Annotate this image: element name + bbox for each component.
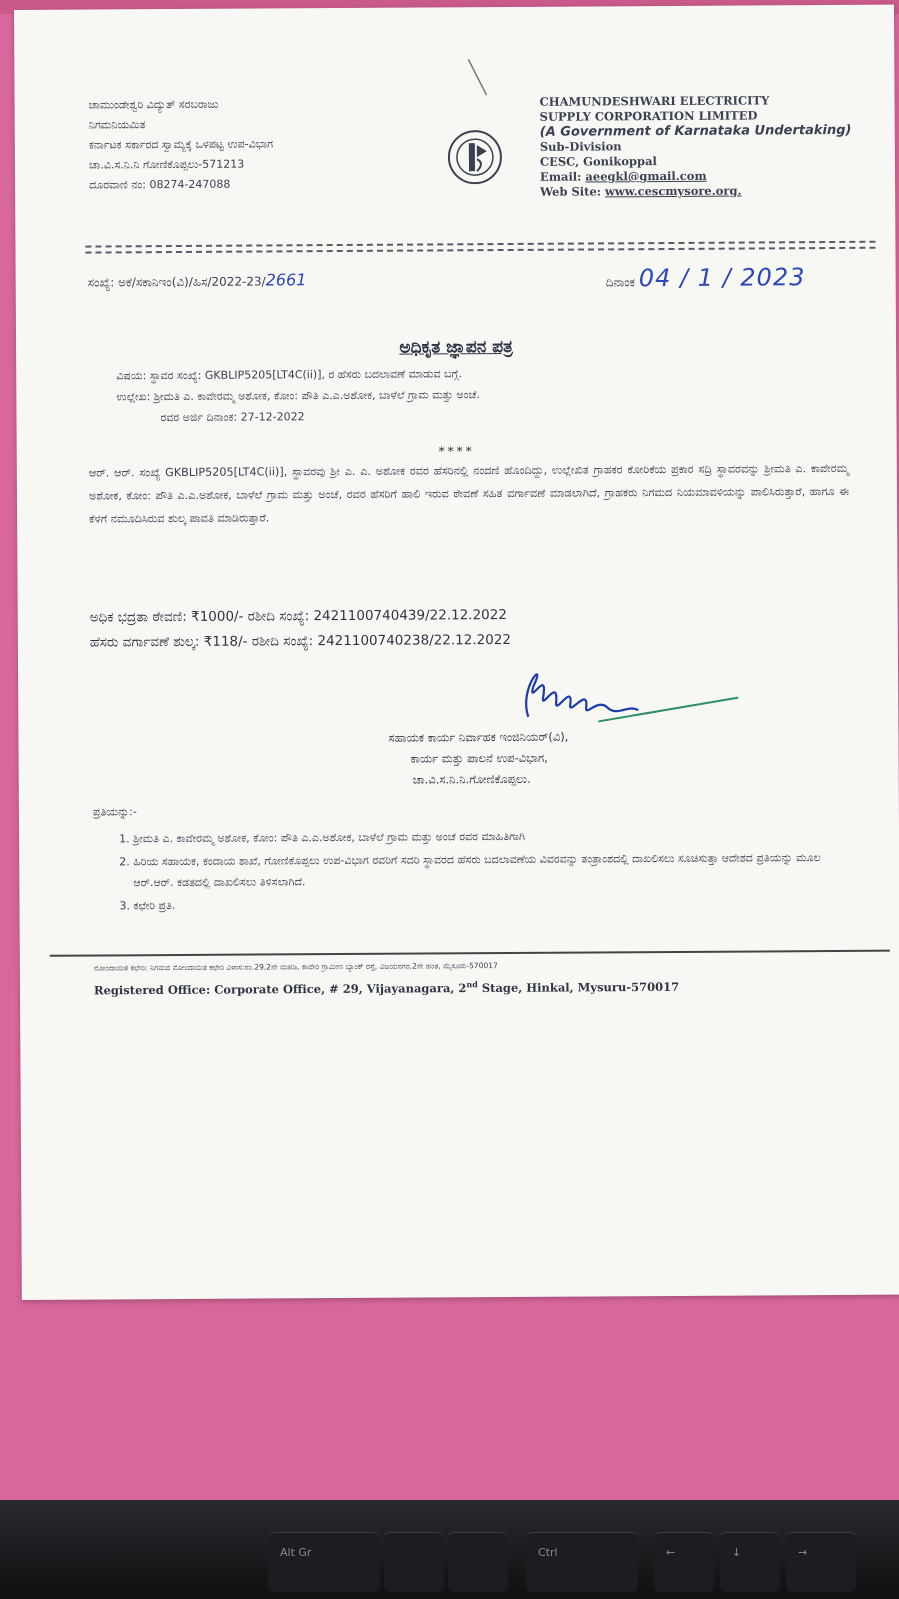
government-undertaking: (A Government of Karnataka Undertaking) [539, 122, 852, 140]
letterhead-kn-line: ಚಾಮುಂಡೇಶ್ವರಿ ವಿದ್ಯುತ್ ಸರಬರಾಜು [88, 97, 219, 112]
email-link[interactable]: aeegkl@gmail.com [585, 168, 707, 184]
separator-stars: **** [438, 444, 475, 459]
sub-division: Sub-Division [539, 139, 622, 154]
document-page [14, 5, 899, 1300]
signatory-office: ಚಾ.ವಿ.ಸ.ನಿ.ನಿ.ಗೋಣಿಕೊಪ್ಪಲು. [412, 771, 531, 787]
key-label: ↓ [732, 1546, 742, 1559]
company-name-line1: CHAMUNDESHWARI ELECTRICITY [539, 93, 770, 109]
letterhead-english [540, 93, 891, 200]
fee-amount: ₹118/- [203, 633, 248, 650]
signatory-block [388, 726, 748, 791]
key-label: ← [666, 1546, 676, 1559]
copy-item: 3. ಕಛೇರಿ ಪ್ರತಿ. [133, 891, 853, 916]
signature-image [488, 646, 749, 738]
ctrl-key [526, 1532, 638, 1592]
copy-item: 1. ಶ್ರೀಮತಿ ಎ. ಕಾವೇರಮ್ಮ ಅಶೋಕ, ಕೋಂ: ಪೌತಿ ಎ.ಎ.ಅಶೋಕ, ಬಾಳೆಲೆ ಗ್ರಾಮ ಮತ್ತು ಅಂಚೆ ರವರ ಮಾಹಿತಿಗಾಗಿ [133, 824, 853, 849]
letter-date [606, 263, 806, 292]
website-label: Web Site: [540, 184, 606, 199]
key-label: Ctrl [538, 1546, 558, 1559]
fee-receipt: ರಶೀದಿ ಸಂಖ್ಯೆ: 2421100740439/22.12.2022 [247, 607, 507, 625]
letterhead-kn-line: ನಿಗಮನಿಯಮಿತ [88, 118, 146, 132]
altgr-key [268, 1532, 380, 1592]
footer-text-sup: nd [466, 979, 478, 990]
windows-key-icon [384, 1532, 444, 1592]
office-name: CESC, Gonikoppal [539, 154, 657, 169]
footer-divider [50, 950, 890, 957]
key-label: → [798, 1546, 808, 1559]
letterhead-kannada [89, 94, 420, 196]
footer-text-end: Stage, Hinkal, Mysuru-570017 [477, 979, 680, 996]
date-handwritten: 04 / 1 / 2023 [638, 263, 806, 293]
signatory-designation: ಸಹಾಯಕ ಕಾರ್ಯ ನಿರ್ವಾಹಕ ಇಂಜಿನಿಯರ್(ವಿ), [388, 729, 569, 745]
email-label: Email: [539, 169, 586, 184]
key-label: Alt Gr [280, 1546, 312, 1559]
footer-kannada-address: ನೋಂದಾಯಿತ ಕಛೇರಿ: ನಿಗಮದ ನೋಂದಾಯಿತ ಕಛೇರಿ ವಿಳಾಸ:ನಂ.29,2ನೇ ಮಹಡಿ, ಕಾವೇರಿ ಗ್ರಾಮೀಣ ಬ್ಯಾಂಕ್ ರಸ್ತೆ, ವಿಜಯನಗರ,2ನೇ ಹಂತ, ಮೈಸೂರು-570017 [93, 961, 498, 973]
cesc-logo-icon [447, 129, 503, 185]
copies-label: ಪ್ರತಿಯನ್ನು:- [92, 805, 137, 819]
signatory-department: ಕಾರ್ಯ ಮತ್ತು ಪಾಲನೆ ಉಪ-ವಿಭಾಗ, [410, 750, 548, 766]
website-line [540, 183, 890, 200]
right-arrow-key [786, 1532, 856, 1592]
menu-key-icon [448, 1532, 508, 1592]
body-paragraph: ಆರ್. ಆರ್. ಸಂಖ್ಯೆ GKBLIP5205[LT4C(ii)], ಸ್ಥಾವರವು ಶ್ರೀ ಎ. ಎ. ಅಶೋಕ ರವರ ಹೆಸರಿನಲ್ಲಿ ನಂದಣಿ ಹೊಂದಿದ್ದು, ಉಲ್ಲೇಖಿತ ಗ್ರಾಹಕರ ಕೋರಿಕೆಯ ಪ್ರಕಾರ ಸದ್ರಿ ಸ್ಥಾವರವನ್ನು ಶ್ರೀಮತಿ ಎ. ಕಾವೇರಮ್ಮ ಅಶೋಕ, ಕೋಂ: ಪೌತಿ ಎ.ಎ.ಅಶೋಕ, ಬಾಳೆಲೆ ಗ್ರಾಮ ಮತ್ತು ಅಂಚೆ, ರವರ ಹೆಸರಿಗೆ ಹಾಲಿ ಇರುವ ಠೇವಣೆ ಸಹಿತ ವರ್ಗಾವಣೆ ಮಾಡಲಾಗಿದೆ, ಗ್ರಾಹಕರು ನಿಗಮದ ನಿಯಮಾವಳಿಯನ್ನು ಪಾಲಿಸಿರುತ್ತಾರೆ, ಹಾಗೂ ಈ ಕೆಳಗೆ ನಮೂದಿಸಿರುವ ಶುಲ್ಕ ಪಾವತಿ ಮಾಡಿರುತ್ತಾರೆ. [88, 461, 849, 526]
letterhead-kn-line: ಕರ್ನಾಟಕ ಸರ್ಕಾರದ ಸ್ವಾಮ್ಯಕ್ಕೆ ಒಳಪಟ್ಟ ಉಪ-ವಿಭಾಗ [88, 137, 274, 152]
reference-printed: ಸಂಖ್ಯೆ: ಅಕೆ/ಸಕಾನಿಇಂ(ವಿ)/ಹಿಸ/2022-23/ [87, 274, 266, 290]
fee-label: ಹೆಸರು ವರ್ಗಾವಣೆ ಶುಲ್ಕ: [89, 633, 200, 651]
keyboard-edge [0, 1500, 899, 1599]
footer-registered-office [94, 978, 679, 997]
left-arrow-key [654, 1532, 714, 1592]
down-arrow-key [720, 1532, 780, 1592]
document-title: ಅಧಿಕೃತ ಜ್ಞಾಪನ ಪತ್ರ [399, 336, 513, 358]
website-link[interactable]: www.cescmysore.org. [604, 183, 742, 199]
application-date-line: ರವರ ಅರ್ಜಿ ದಿನಾಂಕ: 27-12-2022 [160, 410, 305, 425]
subject-block [116, 361, 856, 429]
letterhead-kn-line: ದೂರವಾಣಿ ನಂ: 08274-247088 [89, 177, 231, 192]
subject-line: ವಿಷಯ: ಸ್ಥಾವರ ಸಂಖ್ಯೆ: GKBLIP5205[LT4C(ii)], ರ ಹೆಸರು ಬದಲಾವಣೆ ಮಾಡುವ ಬಗ್ಗೆ. [116, 367, 463, 383]
fee-amount: ₹1000/- [191, 608, 244, 625]
date-label: ದಿನಾಂಕ [605, 275, 636, 290]
company-name-line2: SUPPLY CORPORATION LIMITED [539, 108, 758, 124]
letterhead-kn-line: ಚಾ.ವಿ.ಸ.ನಿ.ನಿ ಗೋಣಿಕೊಪ್ಪಲು-571213 [88, 157, 245, 172]
reference-handwritten: 2661 [265, 270, 307, 290]
copy-item: 2. ಹಿರಿಯ ಸಹಾಯಕ, ಕಂದಾಯ ಶಾಖೆ, ಗೋಣಿಕೊಪ್ಪಲು ಉಪ-ವಿಭಾಗ ರವರಿಗೆ ಸದರಿ ಸ್ಥಾವರದ ಹೆಸರು ಬದಲಾವಣೆಯ ವಿವರವನ್ನು ತಂತ್ರಾಂಶದಲ್ಲಿ ದಾಖಲಿಸಲು ಸೂಚಿಸುತ್ತಾ ಆದೇಶದ ಪ್ರತಿಯನ್ನು ಮೂಲ ಆರ್.ಆರ್. ಕಡತದಲ್ಲಿ ದಾಖಲಿಸಲು ತಿಳಿಸಲಾಗಿದೆ. [133, 847, 853, 893]
footer-text-start: Registered Office: Corporate Office, # 29, Vijayanagara, 2 [93, 981, 467, 998]
fee-label: ಅಧಿಕ ಭದ್ರತಾ ಠೇವಣಿ: [89, 608, 187, 626]
reference-number [88, 270, 307, 290]
copies-list [93, 824, 854, 917]
header-divider [85, 247, 875, 254]
reference-line: ಉಲ್ಲೇಖ: ಶ್ರೀಮತಿ ಎ. ಕಾವೇರಮ್ಮ ಅಶೋಕ, ಕೋಂ: ಪೌತಿ ಎ.ಎ.ಅಶೋಕ, ಬಾಳೆಲೆ ಗ್ರಾಮ ಮತ್ತು ಅಂಚೆ. [116, 388, 481, 404]
pencil-mark [466, 57, 488, 97]
copies-section [93, 797, 854, 919]
fee-receipt: ರಶೀದಿ ಸಂಖ್ಯೆ: 2421100740238/22.12.2022 [251, 631, 512, 650]
